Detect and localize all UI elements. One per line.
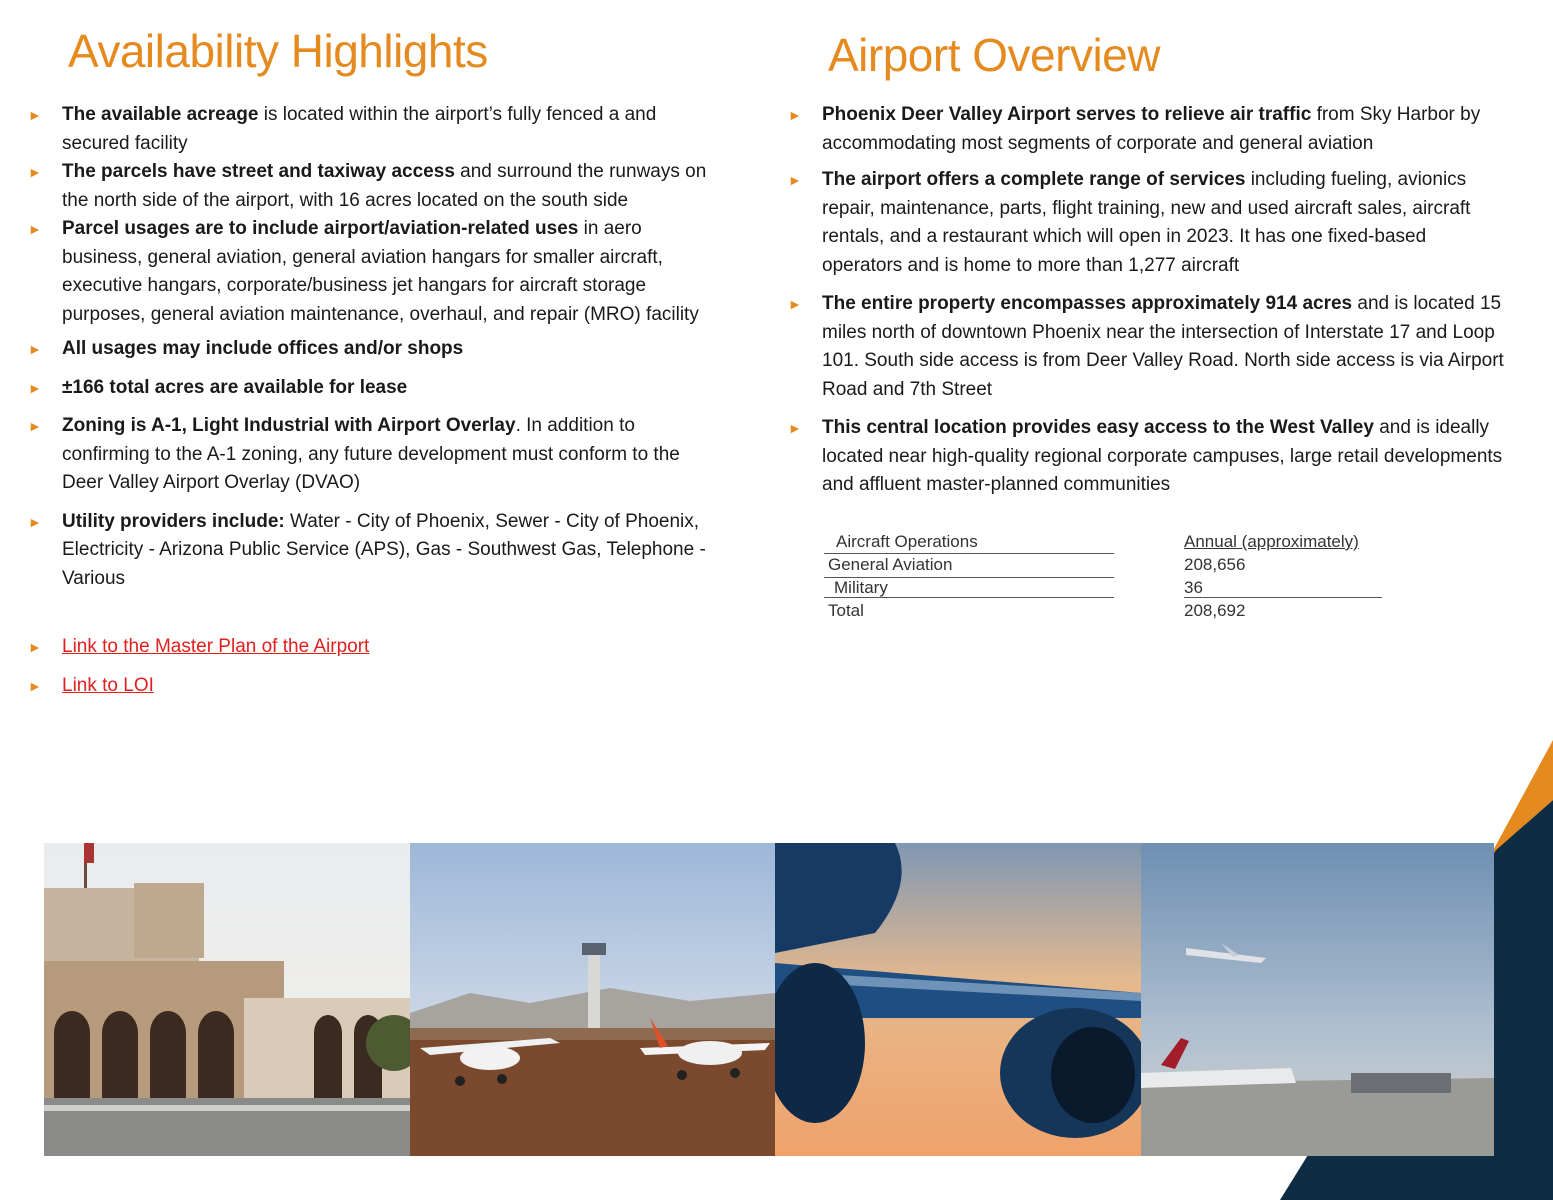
list-item: ► All usages may include offices and/or shops	[28, 335, 708, 364]
arrow-bullet-icon: ►	[788, 296, 802, 312]
overview-list	[788, 101, 1508, 500]
list-item: ► Zoning is A-1, Light Industrial with Airport Overlay. In addition to confirming to the A-1 zoning, any future development must conform to the Deer Valley Airport Overlay (DVAO)	[28, 412, 708, 498]
small-aircraft-photo	[410, 843, 775, 1156]
arrow-bullet-icon: ►	[788, 172, 802, 188]
annual-header: Annual (approximately)	[1184, 532, 1359, 551]
table-row: General Aviation 208,656	[828, 555, 1246, 574]
table-header	[824, 532, 1384, 555]
availability-list	[28, 101, 708, 700]
row-rule	[824, 597, 1114, 598]
list-item: ► Utility providers include: Water - City of Phoenix, Sewer - City of Phoenix, Electricity - Arizona Public Service (APS), Gas - Southwest Gas, Telephone - Various	[28, 508, 708, 594]
list-item: ► ±166 total acres are available for lease	[28, 374, 708, 403]
loi-link[interactable]: Link to LOI	[62, 674, 154, 696]
row-rule	[824, 577, 1114, 578]
header-rule	[824, 553, 1114, 554]
arrow-bullet-icon: ►	[28, 341, 42, 357]
list-item: ► The available acreage is located within the airport’s fully fenced a and secured facility	[28, 101, 708, 158]
master-plan-link[interactable]: Link to the Master Plan of the Airport	[62, 636, 370, 657]
row-rule	[1184, 597, 1382, 598]
terminal-building-photo	[44, 843, 410, 1156]
list-item	[28, 633, 708, 662]
arrow-bullet-icon: ►	[28, 639, 42, 655]
operations-header: Aircraft Operations	[836, 532, 978, 551]
list-item: ► The airport offers a complete range of services including fueling, avionics repair, maintenance, parts, flight training, new and used aircraft sales, aircraft rentals, and a restaurant which will open in 2023. It has one fixed-based operators and is home to more than 1,277 aircraft	[788, 166, 1508, 280]
arrow-bullet-icon: ►	[28, 379, 42, 396]
photo-strip	[44, 843, 1484, 1156]
table-row: Military 36	[824, 578, 1384, 601]
arrow-bullet-icon: ►	[28, 221, 42, 237]
arrow-bullet-icon: ►	[28, 418, 42, 434]
total-row: Total 208,692	[828, 601, 1246, 620]
arrow-bullet-icon: ►	[28, 677, 42, 694]
list-item	[28, 672, 708, 701]
list-item: ► Phoenix Deer Valley Airport serves to relieve air traffic from Sky Harbor by accommodating most segments of corporate and general aviation	[788, 101, 1508, 158]
arrow-bullet-icon: ►	[28, 107, 42, 123]
availability-highlights-heading: Availability Highlights	[68, 25, 488, 77]
arrow-bullet-icon: ►	[28, 164, 42, 180]
arrow-bullet-icon: ►	[28, 513, 42, 530]
airport-overview-heading: Airport Overview	[828, 29, 1160, 81]
airliner-takeoff-photo	[1141, 843, 1494, 1156]
aircraft-operations-table	[824, 532, 1384, 624]
list-item: ► The entire property encompasses approximately 914 acres and is located 15 miles north of downtown Phoenix near the intersection of Interstate 17 and Loop 101. South side access is from Deer Valley Road. North side access is via Airport Road and 7th Street	[788, 290, 1508, 404]
list-item: ► The parcels have street and taxiway access and surround the runways on the north side of the airport, with 16 acres located on the south side	[28, 158, 708, 215]
arrow-bullet-icon: ►	[788, 107, 802, 123]
jet-engine-photo	[775, 843, 1141, 1156]
list-item: ► Parcel usages are to include airport/aviation-related uses in aero business, general aviation, general aviation hangars for smaller aircraft, executive hangars, corporate/business jet hangars for aircraft storage purposes, general aviation maintenance, overhaul, and repair (MRO) facility	[28, 215, 708, 329]
arrow-bullet-icon: ►	[788, 420, 802, 436]
list-item: ► This central location provides easy access to the West Valley and is ideally located near high-quality regional corporate campuses, large retail developments and affluent master-planned communities	[788, 414, 1508, 500]
